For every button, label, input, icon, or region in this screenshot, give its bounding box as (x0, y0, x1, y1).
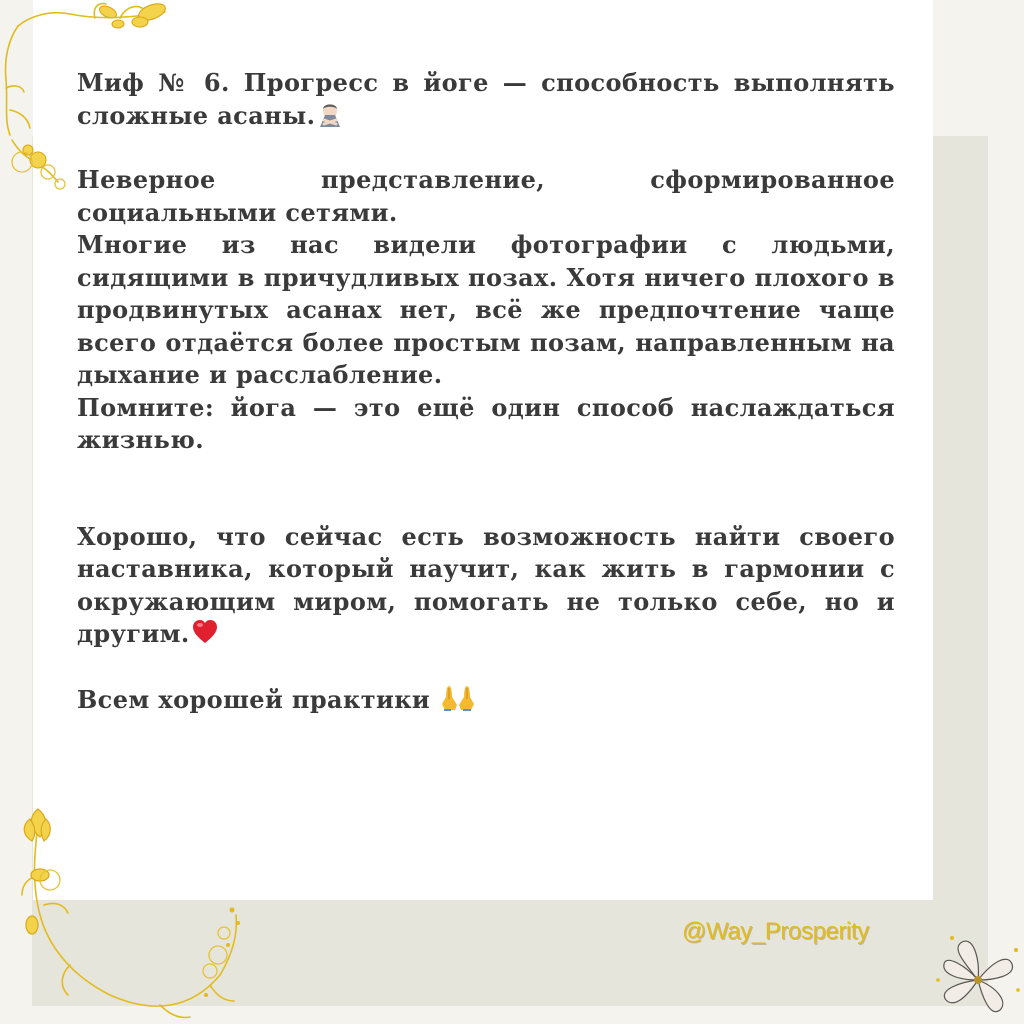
red-heart-icon (192, 619, 218, 645)
reminder-paragraph: Помните: йога — это ещё один способ наслаждаться жизнью. (77, 392, 895, 454)
folded-hands-icon (441, 685, 475, 711)
author-handle: @Way_Prosperity (682, 918, 869, 945)
post-text (77, 67, 895, 716)
misconception-paragraph: Неверное представление, сформированное социальными сетями. (77, 165, 895, 227)
explanation-paragraph: Многие из нас видели фотографии с людьми, сидящими в причудливых позах. Хотя ничего плохого в продвинутых асанах нет, всё же предпочтение чаще всего отдаётся более простым позам, направленным на дыхание и расслабление. (77, 230, 895, 389)
myth-heading-paragraph: Миф № 6. Прогресс в йоге — способность выполнять сложные асаны. (77, 68, 895, 130)
mentor-paragraph: Хорошо, что сейчас есть возможность найти своего наставника, который научит, как жить в гармонии с окружающим миром, помогать не только себе, но и другим. (77, 521, 895, 648)
closing-paragraph: Всем хорошей практики (77, 684, 895, 717)
person-gesturing-no-icon (317, 101, 343, 127)
